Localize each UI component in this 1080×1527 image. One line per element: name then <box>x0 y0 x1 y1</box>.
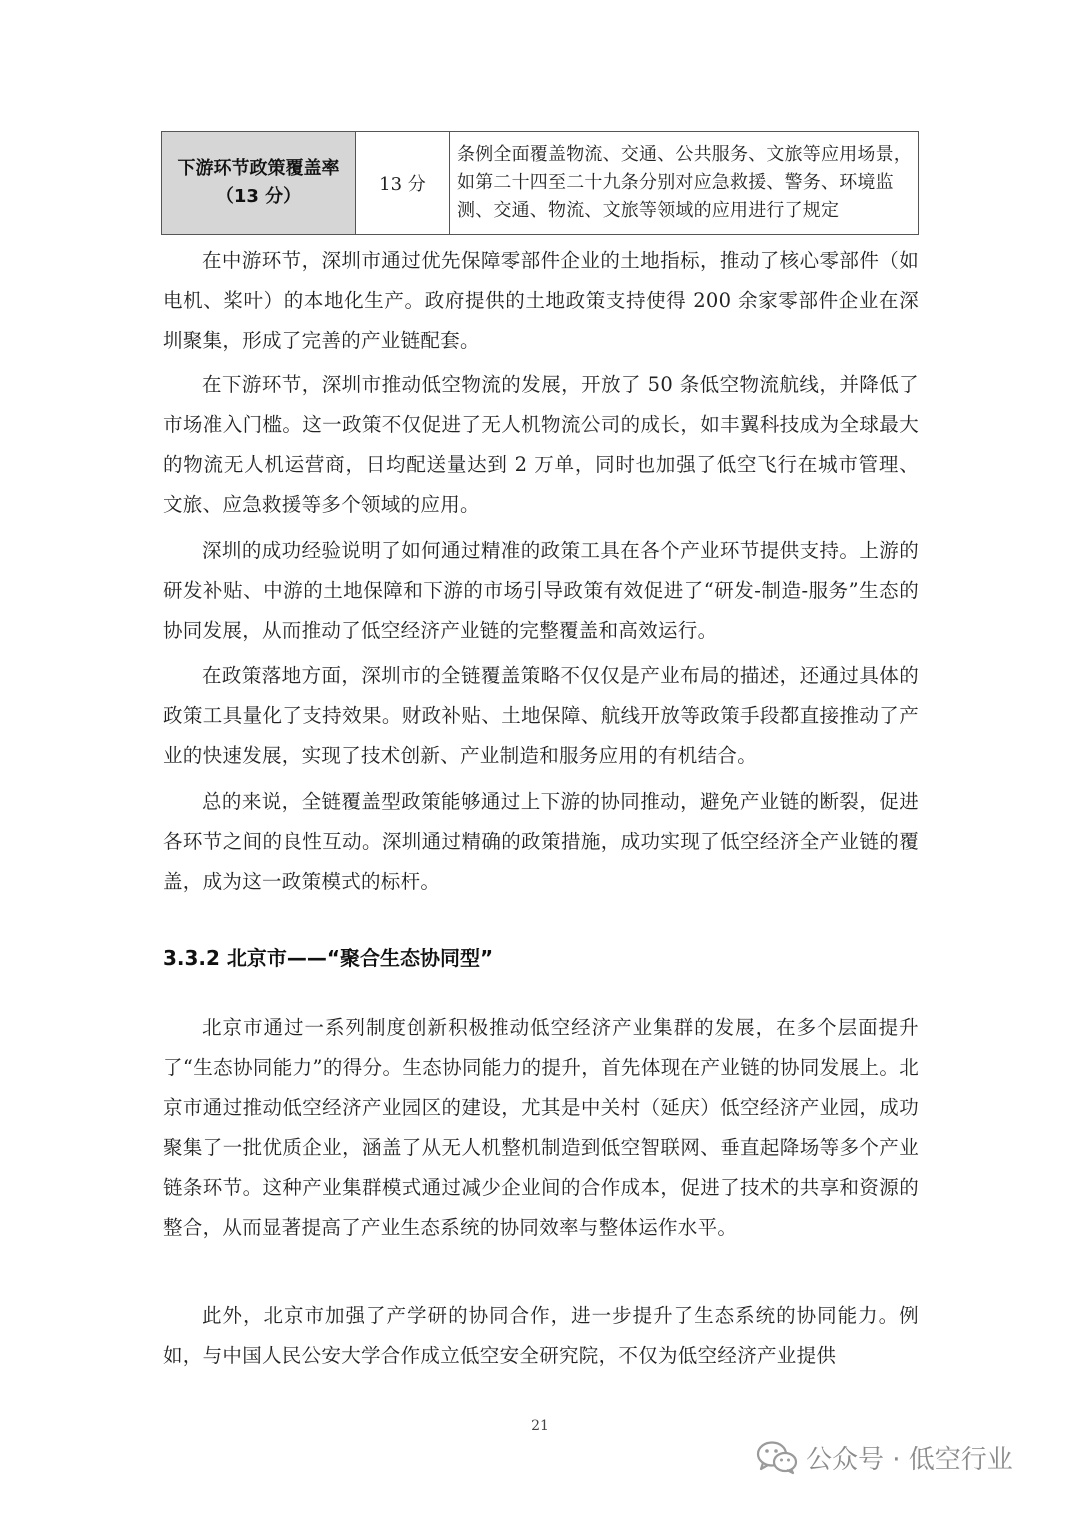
paragraph: 北京市通过一系列制度创新积极推动低空经济产业集群的发展，在多个层面提升了“生态协同能力”的得分。生态协同能力的提升，首先体现在产业链的协同发展上。北京市通过推动低空经济产业园区的建设，尤其是中关村（延庆）低空经济产业园，成功聚集了一批优质企业，涵盖了从无人机整机制造到低空智联网、垂直起降场等多个产业链条环节。这种产业集群模式通过减少企业间的合作成本，促进了技术的共享和资源的整合，从而显著提高了产业生态系统的协同效率与整体运作水平。 <box>163 1016 919 1239</box>
indicator-name: 下游环节政策覆盖率 <box>177 158 340 179</box>
paragraph: 在中游环节，深圳市通过优先保障零部件企业的土地指标，推动了核心零部件（如电机、桨叶）的本地化生产。政府提供的土地政策支持使得 200 余家零部件企业在深圳聚集，形成了完善的产业链配套。 <box>163 249 919 352</box>
section-heading: 3.3.2 北京市——“聚合生态协同型” <box>163 946 494 970</box>
watermark-text: 公众号 · 低空行业 <box>806 1444 1013 1475</box>
paragraph: 总的来说，全链覆盖型政策能够通过上下游的协同推动，避免产业链的断裂，促进各环节之间的良性互动。深圳通过精确的政策措施，成功实现了低空经济全产业链的覆盖，成为这一政策模式的标杆。 <box>163 790 919 893</box>
table-cell-description: 条例全面覆盖物流、交通、公共服务、文旅等应用场景，如第二十四至二十九条分别对应急救援、警务、环境监测、交通、物流、文旅等领域的应用进行了规定 <box>450 132 919 235</box>
wechat-icon <box>756 1439 798 1475</box>
paragraph: 深圳的成功经验说明了如何通过精准的政策工具在各个产业环节提供支持。上游的研发补贴、中游的土地保障和下游的市场引导政策有效促进了“研发-制造-服务”生态的协同发展，从而推动了低空经济产业链的完整覆盖和高效运行。 <box>163 539 919 642</box>
table-cell-score: 13 分 <box>356 132 450 235</box>
table-row <box>162 132 919 235</box>
paragraph: 此外，北京市加强了产学研的协同合作，进一步提升了生态系统的协同能力。例如，与中国人民公安大学合作成立低空安全研究院，不仅为低空经济产业提供 <box>163 1304 919 1367</box>
watermark <box>756 1432 1013 1482</box>
paragraph: 在下游环节，深圳市推动低空物流的发展，开放了 50 条低空物流航线，并降低了市场准入门槛。这一政策不仅促进了无人机物流公司的成长，如丰翼科技成为全球最大的物流无人机运营商，日均配送量达到 2 万单，同时也加强了低空飞行在城市管理、文旅、应急救援等多个领域的应用。 <box>163 373 919 516</box>
indicator-points: （13 分） <box>215 186 302 207</box>
policy-table <box>161 131 919 235</box>
table-cell-indicator <box>162 132 356 235</box>
paragraph: 在政策落地方面，深圳市的全链覆盖策略不仅仅是产业布局的描述，还通过具体的政策工具量化了支持效果。财政补贴、土地保障、航线开放等政策手段都直接推动了产业的快速发展，实现了技术创新、产业制造和服务应用的有机结合。 <box>163 664 919 767</box>
page-number: 21 <box>531 1418 549 1434</box>
